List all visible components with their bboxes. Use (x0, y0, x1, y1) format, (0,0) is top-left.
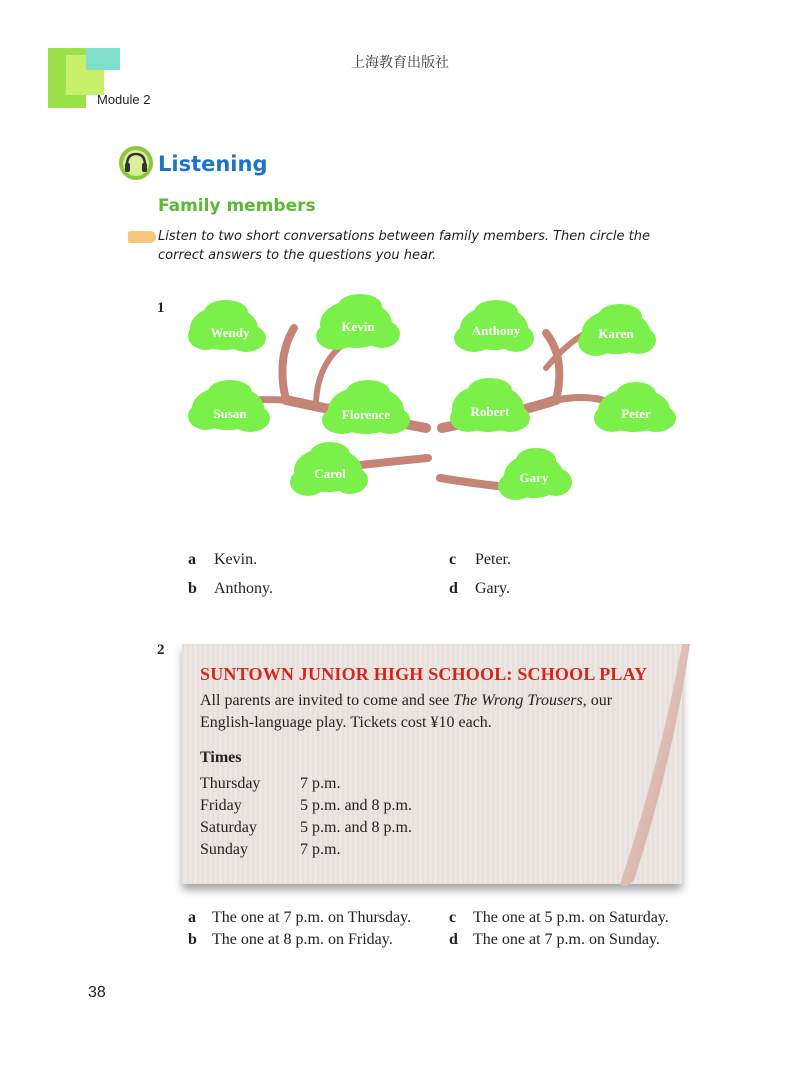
option-text: Gary. (475, 580, 510, 597)
tree-name-robert: Robert (470, 404, 510, 419)
q2-option-d[interactable] (449, 931, 660, 949)
instructions-text: Listen to two short conversations between family members. Then circle the correct answers to the questions you hear. (158, 229, 650, 263)
tree-name-peter: Peter (621, 406, 651, 421)
tree-name-carol: Carol (314, 466, 346, 481)
times-time: 7 p.m. (300, 841, 341, 858)
q2-option-a[interactable] (188, 909, 411, 927)
times-time: 5 p.m. and 8 p.m. (300, 797, 412, 814)
headphones-icon (118, 145, 154, 181)
option-letter: c (449, 909, 457, 926)
times-time: 5 p.m. and 8 p.m. (300, 819, 412, 836)
page-number: 38 (88, 984, 106, 1001)
q1-option-c[interactable] (449, 551, 511, 569)
tree-name-karen: Karen (598, 326, 634, 341)
option-text: The one at 7 p.m. on Sunday. (473, 931, 660, 948)
option-letter: a (188, 551, 196, 568)
notice-body-end: , our English-language play. Tickets cost ¥10 each. (200, 692, 613, 731)
tree-name-susan: Susan (213, 406, 247, 421)
q1-option-d[interactable] (449, 580, 510, 598)
option-letter: d (449, 580, 458, 597)
option-letter: b (188, 931, 197, 948)
option-text: The one at 8 p.m. on Friday. (212, 931, 393, 948)
section-title: Listening (158, 152, 268, 176)
times-day: Friday (200, 797, 242, 814)
section-subtitle: Family members (158, 196, 316, 216)
tree-name-anthony: Anthony (471, 323, 521, 338)
times-day: Thursday (200, 775, 261, 792)
tree-name-wendy: Wendy (210, 325, 250, 340)
play-title: The Wrong Trousers (453, 692, 583, 709)
option-text: The one at 5 p.m. on Saturday. (473, 909, 669, 926)
option-letter: c (449, 551, 457, 568)
times-heading: Times (200, 749, 242, 766)
publisher-header: 上海教育出版社 (351, 55, 449, 71)
times-time: 7 p.m. (300, 775, 341, 792)
option-letter: d (449, 931, 458, 948)
module-label: Module 2 (97, 92, 151, 107)
family-tree (176, 288, 686, 528)
notice-body-start: All parents are invited to come and see (200, 692, 454, 709)
q1-option-a[interactable] (188, 551, 257, 569)
tree-branches (216, 328, 616, 528)
q1-option-b[interactable] (188, 580, 273, 598)
tree-name-gary: Gary (519, 470, 549, 485)
notice-body (200, 690, 670, 734)
option-text: Peter. (475, 551, 511, 568)
option-letter: a (188, 909, 196, 926)
question-number: 2 (157, 642, 165, 658)
q2-option-b[interactable] (188, 931, 393, 949)
option-text: The one at 7 p.m. on Thursday. (212, 909, 412, 926)
question-number: 1 (157, 300, 165, 316)
tree-name-florence: Florence (341, 407, 391, 422)
option-letter: b (188, 580, 197, 597)
times-day: Saturday (200, 819, 257, 836)
instruction-marker-icon (128, 231, 156, 243)
notice-title: SUNTOWN JUNIOR HIGH SCHOOL: SCHOOL PLAY (200, 664, 648, 684)
option-text: Kevin. (214, 551, 258, 568)
q2-option-c[interactable] (449, 909, 669, 927)
option-text: Anthony. (214, 580, 273, 597)
times-day: Sunday (200, 841, 248, 858)
tree-name-kevin: Kevin (341, 319, 375, 334)
